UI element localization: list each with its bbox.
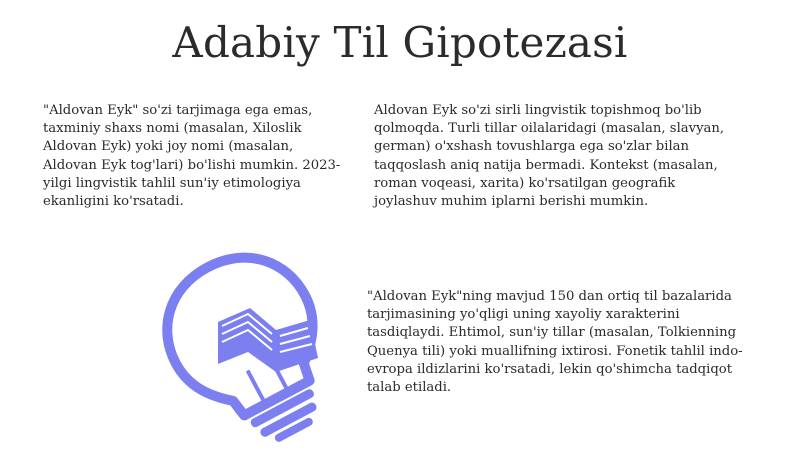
- lightbulb-book-icon: [150, 248, 320, 448]
- paragraph-right: Aldovan Eyk so'zi sirli lingvistik topishmoq bo'lib qolmoqda. Turli tillar oilalaridagi (masalan, slavyan, german) o'xshash tovushlarga ega so'zlar bilan taqqoslash aniq natija bermadi. Kontekst (masalan, roman voqeasi, xarita) ko'rsatilgan geografik joylashuv muhim iplarni berishi mumkin.: [374, 103, 725, 210]
- page-title: Adabiy Til Gipotezasi: [172, 18, 628, 67]
- paragraph-left: "Aldovan Eyk" so'zi tarjimaga ega emas, taxminiy shaxs nomi (masalan, Xiloslik Aldovan Eyk) yoki joy nomi (masalan, Aldovan Eyk tog'lari) bo'lishi mumkin. 2023-yilgi lingvistik tahlil sun'iy etimologiya ekanligini ko'rsatadi.: [43, 103, 341, 210]
- paragraph-bottom: "Aldovan Eyk"ning mavjud 150 dan ortiq til bazalarida tarjimasining yo'qligi uning xayoliy xarakterini tasdiqlaydi. Ehtimol, sun'iy tillar (masalan, Tolkienning Quenya tili) yoki muallifning ixtirosi. Fonetik tahlil indo-evropa ildizlarini ko'rsatadi, lekin qo'shimcha tadqiqot talab etiladi.: [367, 289, 743, 396]
